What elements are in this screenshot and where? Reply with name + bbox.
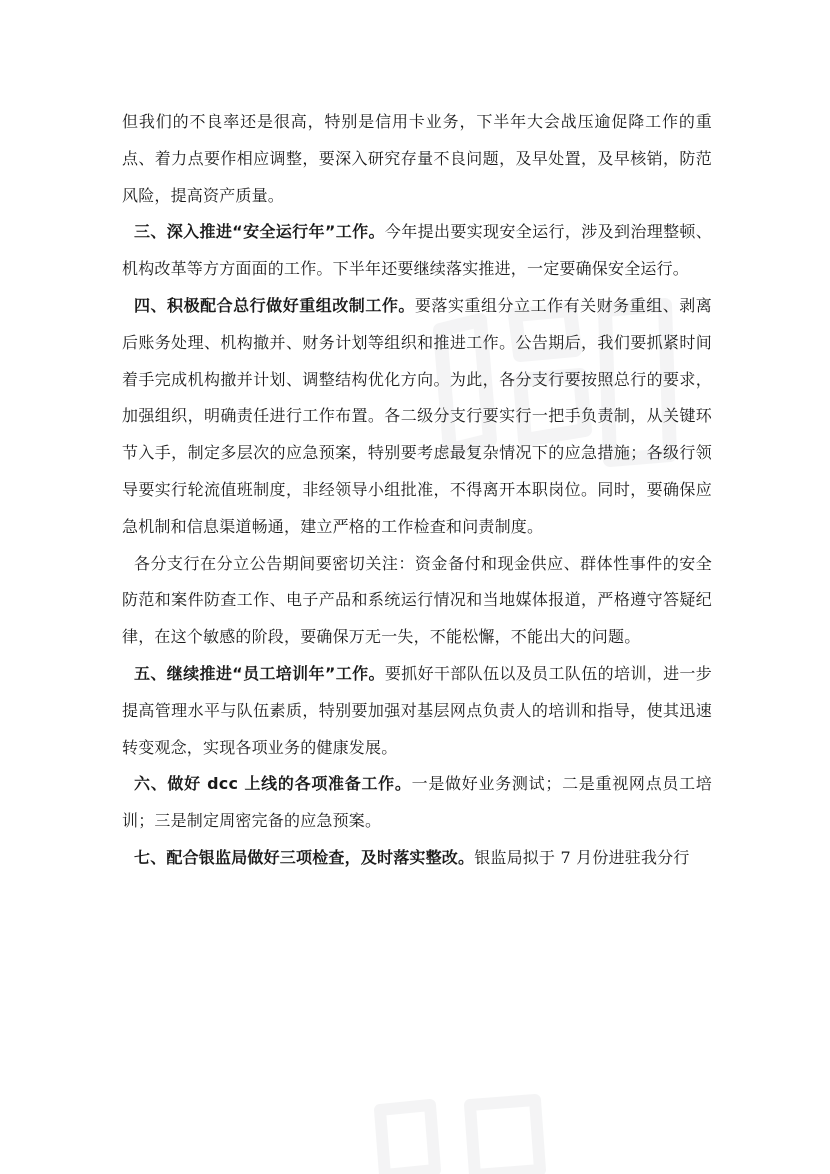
paragraph-text: 各分支行在分立公告期间要密切关注：资金备付和现金供应、群体性事件的安全防范和案件防查工作、电子产品和系统运行情况和当地媒体报道，严格遵守答疑纪律，在这个敏感的阶段，要确保万无一失，不能松懈，不能出大的问题。	[122, 553, 712, 647]
paragraph-section-7	[122, 840, 712, 877]
section-heading: 六、做好 dcc 上线的各项准备工作。	[134, 774, 412, 794]
paragraph-section-4	[122, 288, 712, 546]
section-heading: 五、继续推进“员工培训年”工作。	[134, 663, 385, 683]
paragraph-text: 要落实重组分立工作有关财务重组、剥离后账务处理、机构撤并、财务计划等组织和推进工作。公告期后，我们要抓紧时间着手完成机构撤并计划、调整结构优化方向。为此，各分支行要按照总行的要求，加强组织，明确责任进行工作布置。各二级分支行要实行一把手负责制，从关键环节入手，制定多层次的应急预案，特别要考虑最复杂情况下的应急措施；各级行领导要实行轮流值班制度，非经领导小组批准，不得离开本职岗位。同时，要确保应急机制和信息渠道畅通，建立严格的工作检查和问责制度。	[122, 295, 712, 536]
paragraph-text: 要抓好干部队伍以及员工队伍的培训，进一步提高管理水平与队伍素质，特别要加强对基层网点负责人的培训和指导，使其迅速转变观念，实现各项业务的健康发展。	[122, 663, 712, 757]
paragraph-continuation	[122, 104, 712, 214]
paragraph-section-3	[122, 214, 712, 288]
paragraph-section-6	[122, 766, 712, 840]
paragraph-text: 今年提出要实现安全运行，涉及到治理整顿、机构改革等方方面面的工作。下半年还要继续落实推进，一定要确保安全运行。	[122, 222, 712, 279]
section-heading: 七、配合银监局做好三项检查，及时落实整改。	[134, 847, 475, 867]
paragraph-section-5	[122, 656, 712, 766]
paragraph-text: 但我们的不良率还是很高，特别是信用卡业务，下半年大会战压逾促降工作的重点、着力点要作相应调整，要深入研究存量不良问题，及早处置，及早核销，防范风险，提高资产质量。	[122, 112, 712, 205]
watermark-bottom-icon	[360, 1090, 560, 1174]
paragraph-text: 银监局拟于 7 月份进驻我分行	[474, 847, 690, 867]
paragraph-text: 一是做好业务测试；二是重视网点员工培训；三是制定周密完备的应急预案。	[122, 774, 712, 831]
section-heading: 四、积极配合总行做好重组改制工作。	[134, 295, 415, 315]
paragraph-announcement	[122, 546, 712, 656]
section-heading: 三、深入推进“安全运行年”工作。	[134, 222, 385, 242]
document-body	[122, 104, 712, 877]
